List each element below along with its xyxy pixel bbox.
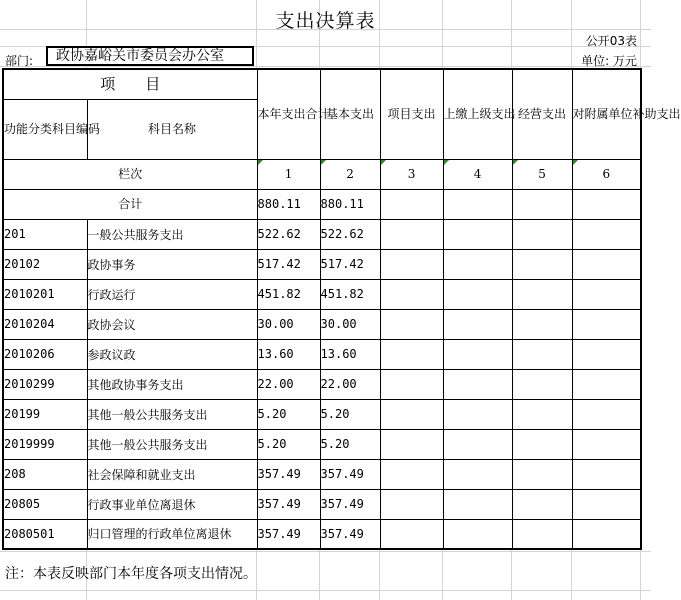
total-col3[interactable] bbox=[380, 189, 443, 219]
row-col6[interactable] bbox=[572, 249, 641, 279]
header-col3: 项目支出 bbox=[380, 69, 443, 159]
table-row bbox=[3, 489, 641, 519]
total-col4[interactable] bbox=[443, 189, 512, 219]
row-col1[interactable]: 522.62 bbox=[257, 219, 320, 249]
col-number-4: 4 bbox=[443, 159, 512, 189]
row-col6[interactable] bbox=[572, 489, 641, 519]
table-row bbox=[3, 429, 641, 459]
col-number-1: 1 bbox=[257, 159, 320, 189]
total-row bbox=[3, 189, 641, 219]
row-col5[interactable] bbox=[512, 249, 572, 279]
row-col6[interactable] bbox=[572, 369, 641, 399]
row-col3[interactable] bbox=[380, 249, 443, 279]
row-col2[interactable]: 357.49 bbox=[320, 459, 380, 489]
row-col1[interactable]: 451.82 bbox=[257, 279, 320, 309]
row-subject-name[interactable]: 归口管理的行政单位离退休 bbox=[87, 519, 257, 549]
row-col5[interactable] bbox=[512, 279, 572, 309]
row-col4[interactable] bbox=[443, 459, 512, 489]
row-col4[interactable] bbox=[443, 369, 512, 399]
cell-marker bbox=[573, 160, 578, 165]
row-code[interactable]: 201 bbox=[3, 219, 87, 249]
row-col4[interactable] bbox=[443, 519, 512, 549]
header-col6: 对附属单位补助支出 bbox=[572, 69, 641, 159]
row-col2[interactable]: 22.00 bbox=[320, 369, 380, 399]
row-code[interactable]: 2010201 bbox=[3, 279, 87, 309]
row-col5[interactable] bbox=[512, 429, 572, 459]
row-subject-name[interactable]: 其他一般公共服务支出 bbox=[87, 399, 257, 429]
cell-marker bbox=[513, 160, 518, 165]
total-col2[interactable]: 880.11 bbox=[320, 189, 380, 219]
col-number-6: 6 bbox=[572, 159, 641, 189]
row-col5[interactable] bbox=[512, 219, 572, 249]
table-row bbox=[3, 459, 641, 489]
row-col3[interactable] bbox=[380, 459, 443, 489]
table-row bbox=[3, 369, 641, 399]
row-col2[interactable]: 357.49 bbox=[320, 519, 380, 549]
header-col4: 上缴上级支出 bbox=[443, 69, 512, 159]
row-col2[interactable]: 5.20 bbox=[320, 399, 380, 429]
table-row bbox=[3, 339, 641, 369]
row-col5[interactable] bbox=[512, 399, 572, 429]
row-col6[interactable] bbox=[572, 219, 641, 249]
row-col6[interactable] bbox=[572, 339, 641, 369]
unit-label: 单位: 万元 bbox=[581, 54, 637, 68]
page-title: 支出决算表 bbox=[275, 10, 376, 32]
row-col4[interactable] bbox=[443, 429, 512, 459]
row-col3[interactable] bbox=[380, 339, 443, 369]
cell-marker bbox=[321, 160, 326, 165]
row-col1[interactable]: 5.20 bbox=[257, 399, 320, 429]
header-func-code: 功能分类科目编码 bbox=[3, 99, 87, 159]
row-code[interactable]: 2019999 bbox=[3, 429, 87, 459]
col-number-3: 3 bbox=[380, 159, 443, 189]
row-col1[interactable]: 357.49 bbox=[257, 489, 320, 519]
row-col5[interactable] bbox=[512, 459, 572, 489]
row-col1[interactable]: 357.49 bbox=[257, 519, 320, 549]
row-col4[interactable] bbox=[443, 399, 512, 429]
row-col4[interactable] bbox=[443, 489, 512, 519]
row-col3[interactable] bbox=[380, 279, 443, 309]
total-col1[interactable]: 880.11 bbox=[257, 189, 320, 219]
row-col2[interactable]: 517.42 bbox=[320, 249, 380, 279]
row-col1[interactable]: 13.60 bbox=[257, 339, 320, 369]
row-col6[interactable] bbox=[572, 309, 641, 339]
total-label: 合计 bbox=[3, 189, 257, 219]
row-col4[interactable] bbox=[443, 339, 512, 369]
row-col3[interactable] bbox=[380, 519, 443, 549]
row-code[interactable]: 2010299 bbox=[3, 369, 87, 399]
table-row bbox=[3, 399, 641, 429]
table-row bbox=[3, 279, 641, 309]
row-col1[interactable]: 22.00 bbox=[257, 369, 320, 399]
row-col6[interactable] bbox=[572, 459, 641, 489]
header-col5: 经营支出 bbox=[512, 69, 572, 159]
cell-marker bbox=[258, 160, 263, 165]
row-col6[interactable] bbox=[572, 279, 641, 309]
row-code[interactable]: 20199 bbox=[3, 399, 87, 429]
row-col6[interactable] bbox=[572, 429, 641, 459]
row-col2[interactable]: 30.00 bbox=[320, 309, 380, 339]
row-col3[interactable] bbox=[380, 309, 443, 339]
row-subject-name[interactable]: 政协事务 bbox=[87, 249, 257, 279]
row-col1[interactable]: 5.20 bbox=[257, 429, 320, 459]
table-row bbox=[3, 249, 641, 279]
row-col5[interactable] bbox=[512, 519, 572, 549]
row-subject-name[interactable]: 行政事业单位离退休 bbox=[87, 489, 257, 519]
col-number-5: 5 bbox=[512, 159, 572, 189]
row-col4[interactable] bbox=[443, 249, 512, 279]
row-code[interactable]: 20102 bbox=[3, 249, 87, 279]
row-code[interactable]: 2010204 bbox=[3, 309, 87, 339]
row-code[interactable]: 2010206 bbox=[3, 339, 87, 369]
row-col3[interactable] bbox=[380, 399, 443, 429]
row-col5[interactable] bbox=[512, 309, 572, 339]
row-subject-name[interactable]: 参政议政 bbox=[87, 339, 257, 369]
sheet-number: 公开03表 bbox=[585, 34, 637, 48]
row-col6[interactable] bbox=[572, 399, 641, 429]
row-col5[interactable] bbox=[512, 339, 572, 369]
header-item: 项 目 bbox=[3, 69, 257, 99]
row-code[interactable]: 208 bbox=[3, 459, 87, 489]
table-row bbox=[3, 309, 641, 339]
footnote: 注：本表反映部门本年度各项支出情况。 bbox=[5, 566, 257, 582]
header-col2: 基本支出 bbox=[320, 69, 380, 159]
row-col3[interactable] bbox=[380, 429, 443, 459]
row-col4[interactable] bbox=[443, 309, 512, 339]
row-col5[interactable] bbox=[512, 369, 572, 399]
row-col2[interactable]: 5.20 bbox=[320, 429, 380, 459]
row-col5[interactable] bbox=[512, 489, 572, 519]
row-col6[interactable] bbox=[572, 519, 641, 549]
row-subject-name[interactable]: 其他一般公共服务支出 bbox=[87, 429, 257, 459]
header-col1: 本年支出合计 bbox=[257, 69, 320, 159]
cell-marker bbox=[444, 160, 449, 165]
row-code[interactable]: 20805 bbox=[3, 489, 87, 519]
row-subject-name[interactable]: 一般公共服务支出 bbox=[87, 219, 257, 249]
header-lanci: 栏次 bbox=[3, 159, 257, 189]
total-col6[interactable] bbox=[572, 189, 641, 219]
row-subject-name[interactable]: 社会保障和就业支出 bbox=[87, 459, 257, 489]
row-col2[interactable]: 451.82 bbox=[320, 279, 380, 309]
row-col4[interactable] bbox=[443, 279, 512, 309]
expenditure-table bbox=[2, 68, 681, 550]
row-col2[interactable]: 522.62 bbox=[320, 219, 380, 249]
row-col4[interactable] bbox=[443, 219, 512, 249]
table-row bbox=[3, 219, 641, 249]
row-col1[interactable]: 517.42 bbox=[257, 249, 320, 279]
row-subject-name[interactable]: 其他政协事务支出 bbox=[87, 369, 257, 399]
row-col3[interactable] bbox=[380, 219, 443, 249]
row-col1[interactable]: 357.49 bbox=[257, 459, 320, 489]
department-label: 部门: bbox=[5, 54, 34, 68]
row-col2[interactable]: 357.49 bbox=[320, 489, 380, 519]
table-row bbox=[3, 519, 641, 549]
col-number-2: 2 bbox=[320, 159, 380, 189]
cell-marker bbox=[381, 160, 386, 165]
row-col3[interactable] bbox=[380, 369, 443, 399]
department-name-cell[interactable]: 政协嘉峪关市委员会办公室 bbox=[46, 46, 254, 66]
row-subject-name[interactable]: 行政运行 bbox=[87, 279, 257, 309]
header-subject-name: 科目名称 bbox=[87, 99, 257, 159]
row-col3[interactable] bbox=[380, 489, 443, 519]
total-col5[interactable] bbox=[512, 189, 572, 219]
row-col2[interactable]: 13.60 bbox=[320, 339, 380, 369]
row-code[interactable]: 2080501 bbox=[3, 519, 87, 549]
row-col1[interactable]: 30.00 bbox=[257, 309, 320, 339]
row-subject-name[interactable]: 政协会议 bbox=[87, 309, 257, 339]
